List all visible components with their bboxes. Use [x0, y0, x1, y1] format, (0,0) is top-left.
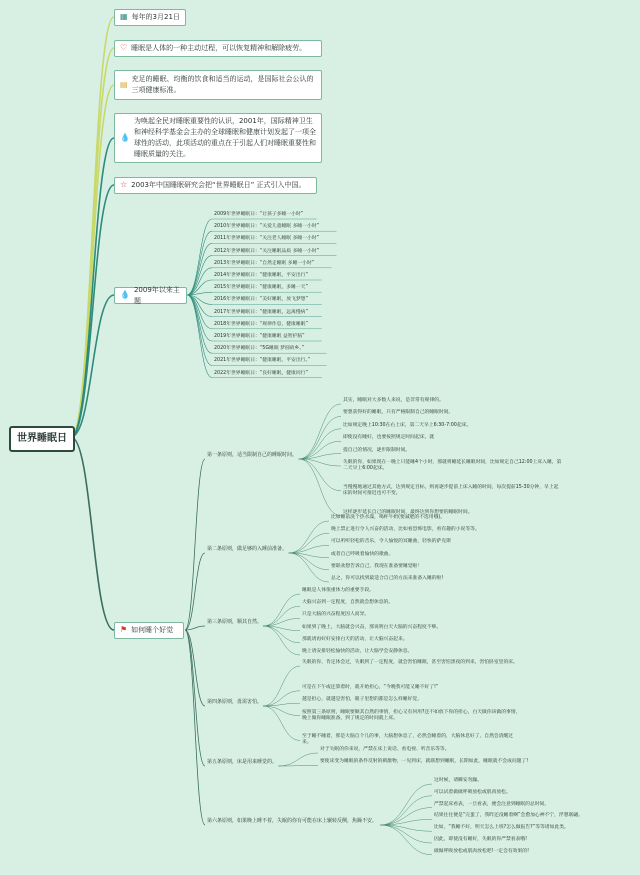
theme-item[interactable]: 2021年世界睡眠日：“健康睡眠，平安出行。” — [214, 358, 311, 364]
flag-icon: ⚑ — [120, 625, 128, 635]
connector-line — [71, 48, 114, 437]
rule-item[interactable]: 晚上请安排轻松愉快的活动，让大脑学会安静休息。 — [302, 649, 413, 654]
node-themes-text: 2009年以来主题 — [133, 285, 180, 305]
connector-line — [278, 753, 318, 766]
rule-item[interactable]: 要联欢想告诉自己，我现在准备要睡觉啦！ — [331, 563, 423, 569]
rule-item[interactable]: 结果往往便是“完蛋了，我昨还没睡着啊”会愈加心神不宁，浮想联翩。 — [434, 813, 583, 819]
rule-label[interactable]: 第一条原则，适当限制自己的睡眠时间。 — [207, 452, 298, 458]
node-china[interactable] — [114, 177, 317, 194]
connector-line — [71, 138, 114, 437]
theme-item[interactable]: 2011年世界睡眠日：“关注老人睡眠 多睡一小时” — [214, 236, 320, 242]
connector-line — [263, 666, 300, 706]
rule-item[interactable]: 总之，你可以找到最适合自己的方法来准备入睡的啦! — [331, 576, 444, 581]
theme-item[interactable]: 2013年世界睡眠日：“自然走睡眠 多睡一小时” — [214, 260, 315, 266]
theme-item[interactable]: 2016年世界睡眠日：“美好睡眠，放飞梦想” — [214, 297, 308, 303]
theme-item[interactable]: 2020年世界睡眠日：“5G睡眠 梦圆故乡。” — [214, 346, 305, 352]
connector-line — [187, 268, 212, 295]
theme-item[interactable]: 2019年世界睡眠日：“健康睡眠 益智护脑” — [214, 334, 305, 339]
connector-line — [71, 85, 114, 437]
node-health-text: 充足的睡眠、均衡的饮食和适当的运动，是国际社会公认的三项健康标准。 — [131, 75, 314, 94]
connector-line — [299, 459, 341, 516]
node-sleep[interactable] — [114, 40, 322, 57]
theme-item[interactable]: 2015年世界睡眠日：“健康睡眠，多睡一天” — [214, 285, 308, 291]
rule-item[interactable]: 可是在下午或还算着时，就开始担心，“今晚我可能又睡不好了!” — [302, 684, 439, 690]
node-sleep-text: 睡眠是人体的一种主动过程，可以恢复精神和解除疲劳。 — [131, 44, 307, 53]
drop-icon: 💧 — [120, 132, 130, 142]
connector-line — [263, 706, 300, 740]
rule-item[interactable]: 其实，睡眠对大多数人来说，是非常有规律的。 — [343, 398, 444, 403]
connector-line — [185, 630, 205, 825]
rule-item[interactable]: 比如，“我睡不好，明天怎么上班?怎么做报告?”等等诸如此类。 — [434, 825, 569, 831]
rule-item[interactable]: 当慢慢地通过其他方式，达到规定目标，则再逐步提前上床入睡的时间，每次提前15-30分钟，早上起床的时间可推迟也可不变。 — [343, 484, 559, 496]
rule-label[interactable]: 第五条原则，床是用来睡觉的。 — [207, 759, 278, 765]
rule-item[interactable]: 那就请再好好安排白天的活动，让大脑兴奋起来。 — [302, 636, 408, 642]
rule-item[interactable]: 要想获得好的睡眠，只有严格限制自己的睡眠时间。 — [343, 410, 454, 416]
connector-line — [380, 796, 432, 825]
connector-line — [299, 404, 341, 459]
rule-item[interactable]: 或者自己呼吸着愉快的歌曲。 — [331, 551, 394, 557]
connector-line — [380, 825, 432, 855]
rule-item[interactable]: 做做呼吸放松或肌肉放松吧!一定会有效果的! — [434, 848, 529, 854]
node-themes[interactable] — [114, 287, 187, 304]
connector-line — [299, 459, 341, 491]
rule-item[interactable]: 失眠的你，肯定体会过，失眠到了一定程度，就会害怕睡眠，甚至害怕黑夜的到来，害怕卧室里的床。 — [302, 660, 518, 665]
theme-item[interactable]: 2012年世界睡眠日：“关注睡眠品质 多睡一小时” — [214, 248, 320, 254]
rule-item[interactable]: 至于睡不睡着，那是大脑自个儿的事，大脑想休息了，必然会睡着的，大脑休息好了，自然会清醒过来。 — [302, 734, 514, 746]
drop-icon: 💧 — [120, 290, 130, 300]
connector-line — [187, 256, 212, 295]
connector-line — [263, 594, 300, 626]
node-china-text: 2003年中国睡眠研究会把“世界睡眠日” 正式引入中国。 — [131, 181, 306, 190]
connector-line — [299, 429, 341, 459]
rule-label[interactable]: 第三条原则，顺其自然。 — [207, 619, 263, 625]
rule-item[interactable]: 失眠的你，如果现在一晚上只能睡4个小时，那就将睡延长睡眠时间，比如规定自己12:00上床入睡，第二天早上6:00起床。 — [343, 460, 562, 471]
node-origin-text: 为唤起全民对睡眠重要性的认识，2001年，国际精神卫生和神经科学基金会主办的全球睡眠和健康计划发起了一项全球性的活动，此项活动的重点在于引起人们对睡眠重要性和睡眠质量的关注。 — [133, 117, 316, 158]
theme-item[interactable]: 2017年世界睡眠日：“健康睡眠，远离慢病” — [214, 309, 308, 315]
node-howto-text: 如何睡个好觉 — [131, 626, 174, 635]
theme-item[interactable]: 2009年世界睡眠日：“让孩子多睡一小时” — [214, 212, 304, 217]
node-origin[interactable] — [114, 113, 322, 163]
connector-line — [380, 784, 432, 825]
connector-line — [187, 231, 212, 295]
connector-line — [187, 295, 212, 378]
connector-line — [263, 606, 300, 626]
connector-line — [380, 825, 432, 843]
rule-item[interactable]: 比如规定晚上10:30在右上床，第二天早上6:30-7:00起床。 — [343, 422, 472, 428]
node-date[interactable] — [114, 9, 186, 26]
node-howto[interactable] — [114, 622, 184, 639]
heart-icon: ♡ — [120, 43, 128, 53]
theme-item[interactable]: 2010年世界睡眠日：“关爱儿童睡眠 多睡一小时” — [214, 224, 320, 230]
theme-item[interactable]: 2014年世界睡眠日：“健康睡眠，平安出行” — [214, 273, 308, 278]
node-health[interactable] — [114, 70, 322, 100]
connector-line — [185, 553, 205, 630]
connector-line — [187, 295, 212, 341]
rule-item[interactable]: 提自己的情况，逐步限制时间。 — [343, 447, 411, 453]
star-icon: ☆ — [120, 180, 128, 190]
connector-line — [71, 17, 114, 437]
rule-item[interactable]: 只是大脑的兴奋程度因人而异。 — [302, 612, 370, 618]
connector-line — [289, 533, 329, 553]
connector-line — [289, 521, 329, 553]
rule-label[interactable]: 第二条原则，做足够的入睡前准备。 — [207, 546, 288, 552]
root-topic[interactable]: 世界睡眠日 — [9, 426, 75, 452]
connector-line — [71, 437, 114, 630]
note-icon: ▤ — [120, 79, 128, 89]
rule-item[interactable]: 这时候，请瞬安勿躁。 — [434, 778, 482, 783]
rule-item[interactable]: 严禁起床看表，一旦看表，便会注意到睡眠的总时间。 — [434, 801, 550, 807]
rule-item[interactable]: 即使没有睡好，也要按照规定时间起床，就 — [343, 435, 435, 441]
connector-line — [185, 459, 205, 630]
rule-item[interactable]: 越是担心，就越是害怕，眼子里想的都是怎么样睡好觉。 — [302, 697, 422, 703]
theme-item[interactable]: 2018年世界睡眠日：“规律作息，健康睡眠” — [214, 321, 308, 327]
rule-label[interactable]: 第六条原则，如果晚上睡不着，失眠的你有可能在床上辗转反侧，焦躁不安。 — [207, 818, 378, 824]
rule-item[interactable]: 大脑兴奋到一定程度，自然就会想休息的。 — [302, 600, 394, 606]
rule-item[interactable]: 如果到了晚上，大脑就会兴奋，那说明白天大脑的兴奋程度不够。 — [302, 624, 442, 630]
connector-line — [299, 416, 341, 459]
rule-item[interactable]: 可以听听轻松的音乐，令人愉悦的冥睡曲，轻快的萨克斯 — [331, 539, 451, 545]
connector-line — [263, 691, 300, 706]
rule-item[interactable]: 晚上禁止进行令人兴奋的活动，比如看恐怖电影，看有趣的小说等等。 — [331, 527, 480, 533]
rule-item[interactable]: 比如睡前洗个热水澡，喝杯牛奶(要减肥的不选用哦)。 — [331, 515, 446, 520]
rule-label[interactable]: 第四条原则，毋需害怕。 — [207, 699, 263, 705]
rule-item[interactable]: 可以试着做做呼吸放松或肌肉放松。 — [434, 789, 511, 795]
rule-item[interactable]: 睡眠是人体很重体力的重要手段。 — [302, 588, 374, 593]
rule-item[interactable]: 对于失眠的你来说，严禁在床上说话、看电视、听音乐等等。 — [320, 747, 450, 752]
connector-line — [185, 630, 205, 766]
rule-item[interactable]: 按照第三条原则，睡眠要顺其自然的事情，担心又有何用?还不如放下你的担心，白天做你该做的事情，晚上做你睡眠准备，到了规定的时间就上床。 — [302, 709, 521, 721]
calendar-icon: ▦ — [120, 12, 128, 22]
node-date-text: 每年的3月21日 — [131, 13, 180, 22]
rule-item[interactable]: 要使床变为睡眠的条件反射的刺激物，一见到床，就联想到睡眠，长期如此，睡眠就不会成问题了! — [320, 759, 529, 765]
rule-item[interactable]: 因此，即使没有睡好，失眠的你严禁看表哦! — [434, 837, 528, 842]
rule-item[interactable]: 这样逐步延长自己的睡眠时间，最终达到你想要的睡眠时间。 — [343, 509, 473, 515]
theme-item[interactable]: 2022年世界睡眠日：“良好睡眠，健康同行” — [214, 370, 308, 376]
